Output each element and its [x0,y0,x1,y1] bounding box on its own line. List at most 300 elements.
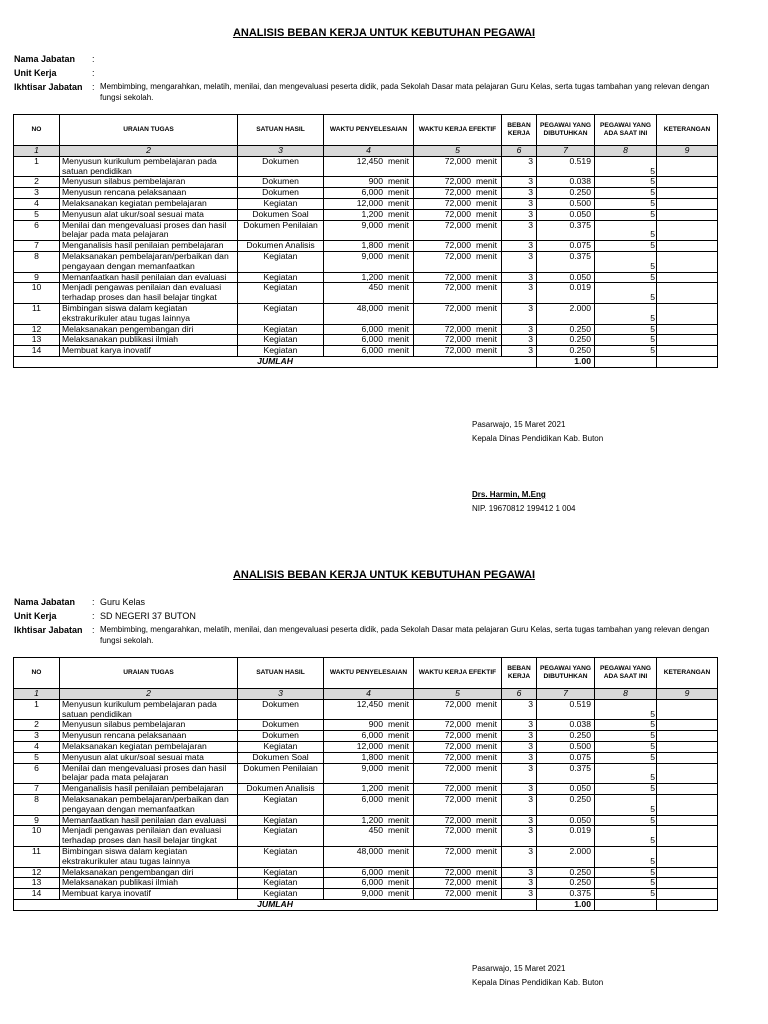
row-waktu-penyelesaian [324,335,414,346]
table-row [14,198,718,209]
doc1-workload-table [13,114,718,368]
row-keterangan [657,251,718,272]
header-pegawai-ada: PEGAWAI YANG ADA SAAT INI [595,658,657,689]
duration-cell [416,283,499,293]
row-keterangan [657,324,718,335]
duration-value: 72,000 [444,324,471,334]
row-no: 4 [14,198,60,209]
header-pegawai-dibutuhkan: PEGAWAI YANG DIBUTUHKAN [537,658,595,689]
duration-value: 72,000 [444,209,471,219]
row-no: 11 [14,846,60,867]
duration-unit: menit [475,877,497,888]
table-row [14,815,718,826]
row-waktu-kerja-efektif [414,220,502,241]
row-uraian-tugas: Menyusun silabus pembelajaran [60,177,238,188]
duration-unit: menit [387,752,409,762]
duration-cell [326,252,411,262]
row-no: 6 [14,220,60,241]
duration-cell [326,188,411,198]
duration-value: 6,000 [361,187,383,198]
row-waktu-penyelesaian [324,272,414,283]
row-keterangan [657,272,718,283]
row-waktu-kerja-efektif [414,177,502,188]
duration-cell [416,210,499,220]
row-pegawai-dibutuhkan: 0.250 [537,188,595,199]
row-no: 1 [14,699,60,720]
row-no: 14 [14,889,60,900]
header-satuan-hasil: SATUAN HASIL [238,115,324,146]
duration-value: 72,000 [444,783,471,794]
row-waktu-kerja-efektif [414,794,502,815]
header-waktu-kerja-efektif: WAKTU KERJA EFEKTIF [414,115,502,146]
duration-value: 12,450 [356,156,383,166]
duration-unit: menit [475,187,497,198]
ikhtisar-label: Ikhtisar Jabatan [14,625,83,635]
nama-jabatan-label: Nama Jabatan [14,597,76,607]
table-row [14,731,718,742]
row-keterangan [657,220,718,241]
doc2-workload-table [13,657,718,911]
header-waktu-penyelesaian: WAKTU PENYELESAIAN [324,658,414,689]
row-pegawai-dibutuhkan: 0.250 [537,335,595,346]
row-pegawai-ada: 5 [595,720,657,731]
duration-cell [416,868,499,878]
table-header-row [14,115,718,146]
row-pegawai-ada: 5 [595,177,657,188]
row-keterangan [657,846,718,867]
column-index-2: 2 [60,689,238,700]
row-pegawai-ada: 5 [595,699,657,720]
table-row [14,784,718,795]
row-satuan-hasil: Dokumen [238,731,324,742]
table-row [14,209,718,220]
row-satuan-hasil: Dokumen [238,156,324,177]
row-satuan-hasil: Dokumen [238,699,324,720]
row-waktu-penyelesaian [324,220,414,241]
signature-position: Kepala Dinas Pendidikan Kab. Buton [472,978,604,987]
duration-value: 72,000 [444,176,471,187]
column-index-6: 6 [502,146,537,157]
row-no: 8 [14,251,60,272]
duration-unit: menit [475,825,497,836]
row-no: 12 [14,324,60,335]
duration-cell [326,199,411,209]
column-index-5: 5 [414,146,502,157]
duration-value: 72,000 [444,699,471,709]
duration-value: 6,000 [361,345,383,356]
row-uraian-tugas: Menyusun kurikulum pembelajaran pada satuan pendidikan [60,699,238,720]
duration-value: 72,000 [444,240,471,251]
row-no: 9 [14,272,60,283]
row-uraian-tugas: Melaksanakan pengembangan diri [60,324,238,335]
row-keterangan [657,188,718,199]
row-waktu-penyelesaian [324,846,414,867]
row-waktu-kerja-efektif [414,241,502,252]
table-header-row [14,658,718,689]
column-index-1: 1 [14,146,60,157]
duration-cell [326,753,411,763]
duration-unit: menit [387,825,409,836]
row-waktu-penyelesaian [324,251,414,272]
column-index-2: 2 [60,146,238,157]
jumlah-empty-8 [595,899,657,910]
duration-cell [326,335,411,345]
row-pegawai-dibutuhkan: 0.500 [537,741,595,752]
row-pegawai-dibutuhkan: 0.038 [537,177,595,188]
row-keterangan [657,699,718,720]
column-index-3: 3 [238,689,324,700]
table-row [14,889,718,900]
row-waktu-kerja-efektif [414,156,502,177]
duration-cell [326,177,411,187]
duration-cell [416,878,499,888]
duration-value: 1,800 [361,240,383,251]
row-satuan-hasil: Dokumen [238,177,324,188]
row-keterangan [657,763,718,784]
row-uraian-tugas: Menyusun alat ukur/soal sesuai mata [60,752,238,763]
column-index-8: 8 [595,689,657,700]
table-row [14,220,718,241]
row-pegawai-ada: 5 [595,209,657,220]
row-waktu-penyelesaian [324,303,414,324]
row-pegawai-ada: 5 [595,220,657,241]
duration-unit: menit [475,752,497,762]
row-beban-kerja: 3 [502,188,537,199]
duration-value: 72,000 [444,251,471,261]
row-pegawai-ada: 5 [595,731,657,742]
row-satuan-hasil: Kegiatan [238,878,324,889]
duration-unit: menit [475,730,497,741]
row-no: 2 [14,177,60,188]
duration-value: 72,000 [444,825,471,836]
header-keterangan: KETERANGAN [657,115,718,146]
row-uraian-tugas: Melaksanakan publikasi ilmiah [60,335,238,346]
duration-unit: menit [387,877,409,888]
row-keterangan [657,784,718,795]
row-pegawai-ada: 5 [595,188,657,199]
doc1-signature-block [472,418,603,516]
row-waktu-penyelesaian [324,752,414,763]
row-uraian-tugas: Melaksanakan kegiatan pembelajaran [60,741,238,752]
duration-cell [416,826,499,836]
duration-unit: menit [475,699,497,709]
duration-cell [326,878,411,888]
row-satuan-hasil: Kegiatan [238,272,324,283]
header-satuan-hasil: SATUAN HASIL [238,658,324,689]
duration-value: 72,000 [444,741,471,751]
row-satuan-hasil: Dokumen [238,188,324,199]
duration-value: 1,200 [361,209,383,219]
row-keterangan [657,303,718,324]
row-keterangan [657,720,718,731]
row-waktu-kerja-efektif [414,826,502,847]
row-waktu-kerja-efektif [414,784,502,795]
duration-cell [416,304,499,314]
table-row [14,867,718,878]
row-satuan-hasil: Kegiatan [238,794,324,815]
row-no: 10 [14,283,60,304]
duration-unit: menit [387,719,409,730]
row-uraian-tugas: Melaksanakan pembelajaran/perbaikan dan pengayaan dengan memanfaatkan [60,251,238,272]
row-pegawai-dibutuhkan: 0.250 [537,794,595,815]
duration-cell [326,210,411,220]
table-row [14,826,718,847]
doc2-unit-kerja-row [14,611,710,622]
duration-cell [416,731,499,741]
row-beban-kerja: 3 [502,763,537,784]
row-pegawai-dibutuhkan: 0.050 [537,815,595,826]
table-row [14,720,718,731]
duration-cell [326,784,411,794]
row-pegawai-ada: 5 [595,241,657,252]
row-no: 5 [14,752,60,763]
duration-value: 72,000 [444,867,471,877]
row-beban-kerja: 3 [502,741,537,752]
duration-unit: menit [387,187,409,198]
row-beban-kerja: 3 [502,346,537,357]
row-uraian-tugas: Membuat karya inovatif [60,346,238,357]
duration-cell [416,784,499,794]
row-waktu-penyelesaian [324,346,414,357]
duration-value: 6,000 [361,867,383,877]
colon: : [92,597,95,607]
duration-value: 9,000 [361,220,383,230]
doc2-nama-jabatan-row [14,597,710,608]
row-waktu-kerja-efektif [414,303,502,324]
duration-value: 72,000 [444,272,471,282]
row-uraian-tugas: Membuat karya inovatif [60,889,238,900]
duration-cell [326,346,411,356]
row-pegawai-ada: 5 [595,335,657,346]
row-waktu-kerja-efektif [414,720,502,731]
table-row [14,241,718,252]
duration-value: 72,000 [444,198,471,208]
row-pegawai-dibutuhkan: 0.375 [537,763,595,784]
duration-value: 6,000 [361,334,383,345]
column-index-4: 4 [324,689,414,700]
row-waktu-penyelesaian [324,209,414,220]
row-waktu-kerja-efektif [414,763,502,784]
duration-value: 72,000 [444,877,471,888]
duration-cell [416,188,499,198]
duration-cell [326,847,411,857]
duration-value: 72,000 [444,156,471,166]
row-keterangan [657,867,718,878]
row-pegawai-dibutuhkan: 0.019 [537,826,595,847]
duration-value: 72,000 [444,187,471,198]
row-pegawai-dibutuhkan: 2.000 [537,303,595,324]
duration-cell [416,742,499,752]
duration-cell [326,742,411,752]
row-keterangan [657,752,718,763]
row-keterangan [657,815,718,826]
duration-value: 72,000 [444,815,471,825]
column-index-6: 6 [502,689,537,700]
duration-unit: menit [475,209,497,219]
row-waktu-kerja-efektif [414,346,502,357]
row-no: 7 [14,241,60,252]
row-pegawai-ada: 5 [595,156,657,177]
row-uraian-tugas: Menilai dan mengevaluasi proses dan hasil belajar pada mata pelajaran [60,763,238,784]
duration-value: 72,000 [444,752,471,762]
row-waktu-penyelesaian [324,283,414,304]
row-pegawai-ada: 5 [595,198,657,209]
row-waktu-kerja-efektif [414,198,502,209]
row-waktu-penyelesaian [324,188,414,199]
duration-value: 72,000 [444,719,471,730]
duration-cell [326,325,411,335]
row-satuan-hasil: Kegiatan [238,283,324,304]
row-satuan-hasil: Kegiatan [238,303,324,324]
duration-value: 72,000 [444,220,471,230]
row-pegawai-dibutuhkan: 0.500 [537,198,595,209]
header-no: NO [14,658,60,689]
row-waktu-penyelesaian [324,241,414,252]
row-keterangan [657,177,718,188]
duration-cell [416,889,499,899]
duration-unit: menit [387,888,409,899]
row-waktu-kerja-efektif [414,741,502,752]
duration-value: 6,000 [361,877,383,888]
row-keterangan [657,346,718,357]
row-beban-kerja: 3 [502,177,537,188]
row-beban-kerja: 3 [502,156,537,177]
column-index-8: 8 [595,146,657,157]
row-satuan-hasil: Dokumen Soal [238,752,324,763]
signature-place-date: Pasarwajo, 15 Maret 2021 [472,420,566,429]
duration-cell [416,273,499,283]
row-satuan-hasil: Kegiatan [238,846,324,867]
jumlah-value: 1.00 [537,899,595,910]
colon: : [92,611,95,621]
row-uraian-tugas: Menjadi pengawas penilaian dan evaluasi terhadap proses dan hasil belajar tingkat [60,826,238,847]
row-pegawai-dibutuhkan: 0.250 [537,731,595,742]
duration-unit: menit [475,815,497,825]
duration-value: 450 [368,825,383,836]
colon: : [92,82,95,92]
row-beban-kerja: 3 [502,878,537,889]
duration-unit: menit [387,794,409,804]
row-waktu-penyelesaian [324,794,414,815]
row-beban-kerja: 3 [502,335,537,346]
row-keterangan [657,889,718,900]
nama-jabatan-value: Guru Kelas [100,597,146,607]
duration-value: 6,000 [361,324,383,334]
duration-value: 72,000 [444,730,471,741]
ikhtisar-value: Membimbing, mengarahkan, melatih, menilai, dan mengevaluasi peserta didik, pada Sekolah Dasar mata pelajaran Guru Kelas, serta tugas tambahan yang relevan dengan fungsi sekolah. [100,82,710,102]
duration-value: 1,200 [361,783,383,794]
row-satuan-hasil: Dokumen Analisis [238,784,324,795]
row-no: 13 [14,878,60,889]
row-beban-kerja: 3 [502,867,537,878]
row-pegawai-dibutuhkan: 0.519 [537,156,595,177]
row-pegawai-dibutuhkan: 2.000 [537,846,595,867]
row-no: 9 [14,815,60,826]
duration-cell [416,847,499,857]
row-pegawai-dibutuhkan: 0.250 [537,324,595,335]
ikhtisar-label: Ikhtisar Jabatan [14,82,83,92]
row-pegawai-dibutuhkan: 0.038 [537,720,595,731]
doc1-unit-kerja-row [14,68,710,78]
row-pegawai-dibutuhkan: 0.050 [537,784,595,795]
row-pegawai-ada: 5 [595,324,657,335]
duration-value: 72,000 [444,303,471,313]
row-waktu-penyelesaian [324,699,414,720]
row-no: 3 [14,731,60,742]
row-keterangan [657,731,718,742]
row-uraian-tugas: Menyusun kurikulum pembelajaran pada satuan pendidikan [60,156,238,177]
table-row [14,156,718,177]
row-waktu-penyelesaian [324,878,414,889]
duration-unit: menit [387,251,409,261]
row-satuan-hasil: Kegiatan [238,889,324,900]
row-satuan-hasil: Dokumen Analisis [238,241,324,252]
table-row [14,283,718,304]
duration-value: 1,200 [361,815,383,825]
duration-unit: menit [387,156,409,166]
row-waktu-kerja-efektif [414,335,502,346]
duration-unit: menit [475,240,497,251]
duration-value: 72,000 [444,846,471,856]
row-beban-kerja: 3 [502,303,537,324]
column-index-9: 9 [657,146,718,157]
duration-unit: menit [475,345,497,356]
row-waktu-penyelesaian [324,731,414,742]
row-no: 13 [14,335,60,346]
row-no: 12 [14,867,60,878]
row-beban-kerja: 3 [502,283,537,304]
duration-cell [416,753,499,763]
row-uraian-tugas: Melaksanakan kegiatan pembelajaran [60,198,238,209]
duration-unit: menit [387,209,409,219]
row-satuan-hasil: Kegiatan [238,826,324,847]
row-no: 7 [14,784,60,795]
duration-value: 48,000 [356,846,383,856]
duration-cell [416,177,499,187]
duration-unit: menit [387,324,409,334]
duration-unit: menit [475,251,497,261]
duration-unit: menit [387,846,409,856]
row-pegawai-ada: 5 [595,251,657,272]
row-pegawai-dibutuhkan: 0.250 [537,878,595,889]
duration-value: 9,000 [361,888,383,899]
duration-unit: menit [475,719,497,730]
unit-kerja-value: SD NEGERI 37 BUTON [100,611,196,621]
column-index-1: 1 [14,689,60,700]
row-satuan-hasil: Dokumen Soal [238,209,324,220]
duration-cell [326,241,411,251]
nama-jabatan-label: Nama Jabatan [14,54,76,64]
table-row [14,741,718,752]
row-satuan-hasil: Kegiatan [238,815,324,826]
ikhtisar-value: Membimbing, mengarahkan, melatih, menilai, dan mengevaluasi peserta didik, pada Sekolah Dasar mata pelajaran Guru Kelas, serta tugas tambahan yang relevan dengan fungsi sekolah. [100,625,710,645]
row-beban-kerja: 3 [502,720,537,731]
row-waktu-penyelesaian [324,815,414,826]
row-satuan-hasil: Dokumen Penilaian [238,763,324,784]
table-row [14,878,718,889]
row-beban-kerja: 3 [502,731,537,742]
duration-value: 9,000 [361,763,383,773]
row-no: 2 [14,720,60,731]
row-waktu-kerja-efektif [414,272,502,283]
row-beban-kerja: 3 [502,198,537,209]
duration-unit: menit [475,794,497,804]
colon: : [92,625,95,635]
row-no: 4 [14,741,60,752]
row-no: 10 [14,826,60,847]
row-beban-kerja: 3 [502,889,537,900]
row-beban-kerja: 3 [502,272,537,283]
